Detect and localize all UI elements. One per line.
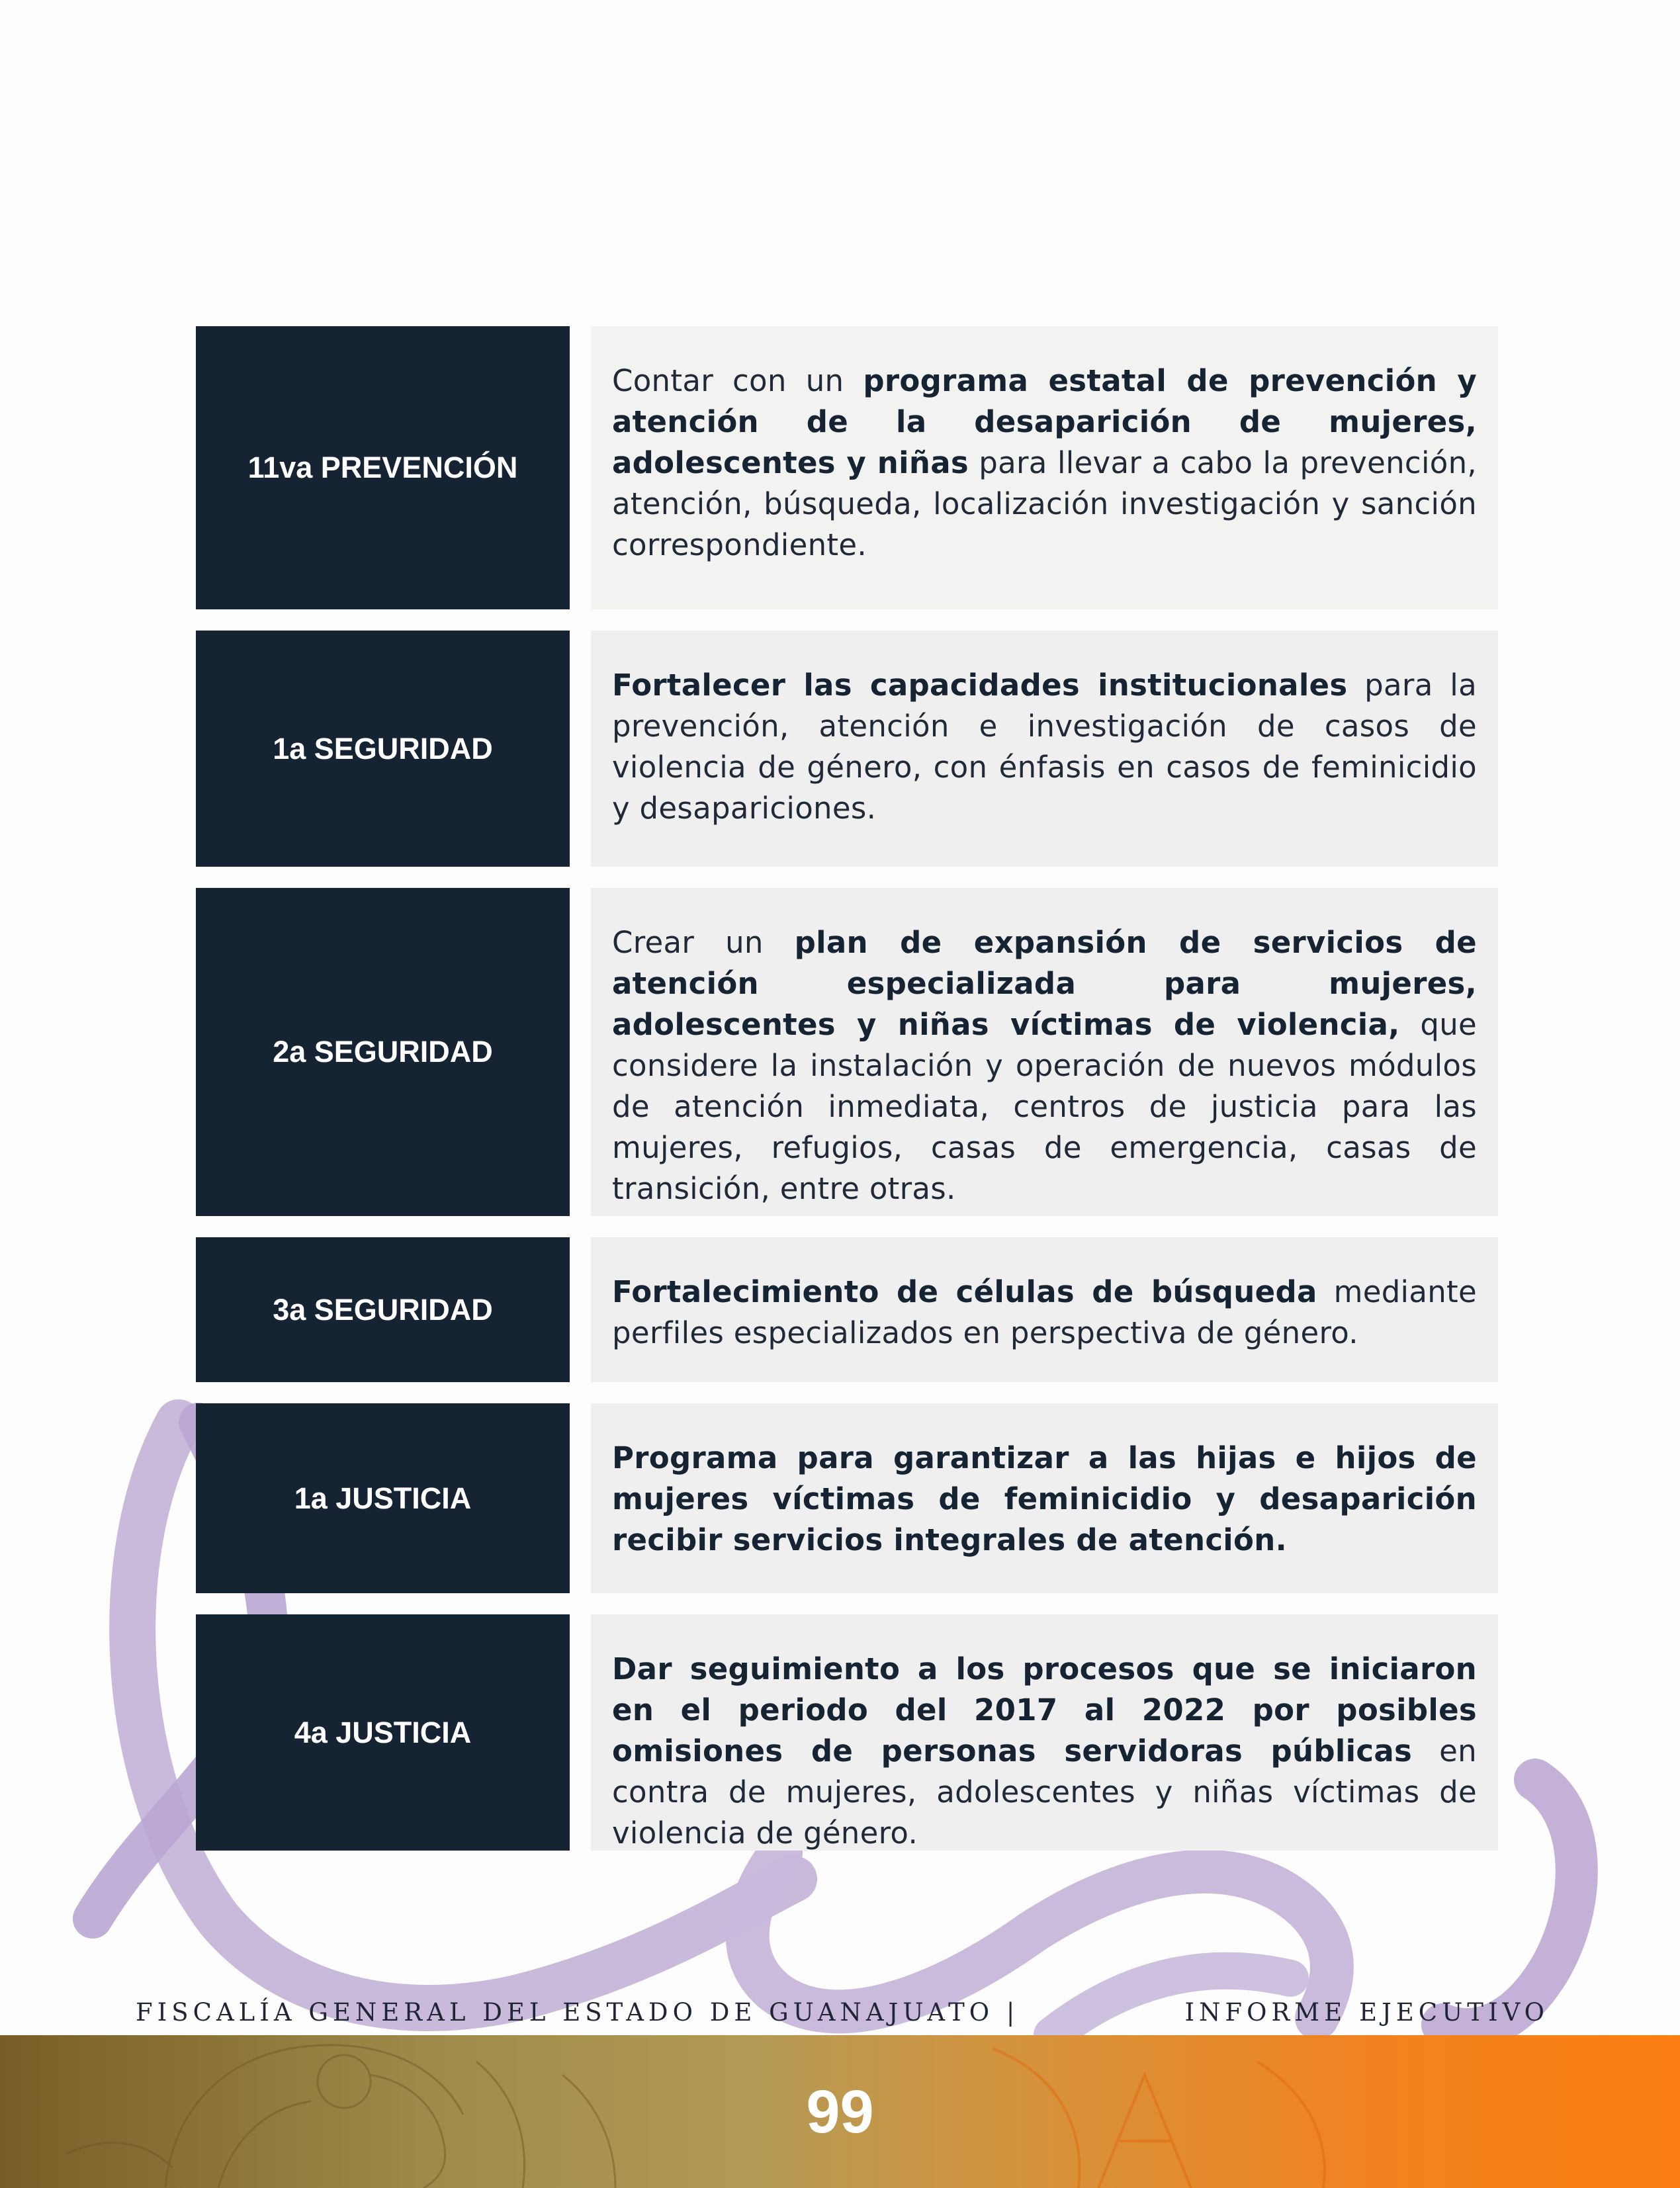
- row-label: 1a SEGURIDAD: [196, 631, 570, 867]
- table-row: [196, 888, 1498, 1216]
- row-description: Fortalecer las capacidades institucionales para la prevención, atención e investigación de casos de violencia de género, con énfasis en casos de feminicidio y desapariciones.: [591, 631, 1498, 867]
- row-label: 4a JUSTICIA: [196, 1614, 570, 1851]
- row-description: Crear un plan de expansión de servicios de atención especializada para mujeres, adolescentes y niñas víctimas de violencia, que considere la instalación y operación de nuevos módulos de atención inmediata, centros de justicia para las mujeres, refugios, casas de emergencia, casas de transición, entre otras.: [591, 888, 1498, 1216]
- row-label: 1a JUSTICIA: [196, 1403, 570, 1593]
- table-row: [196, 631, 1498, 867]
- row-label: 11va PREVENCIÓN: [196, 326, 570, 609]
- table-row: [196, 1237, 1498, 1382]
- row-label: 2a SEGURIDAD: [196, 888, 570, 1216]
- row-description: Contar con un programa estatal de prevención y atención de la desaparición de mujeres, adolescentes y niñas para llevar a cabo la prevención, atención, búsqueda, localización investigación y sanción correspondiente.: [591, 326, 1498, 609]
- row-description: Fortalecimiento de células de búsqueda mediante perfiles especializados en perspectiva de género.: [591, 1237, 1498, 1382]
- row-description: Dar seguimiento a los procesos que se iniciaron en el periodo del 2017 al 2022 por posibles omisiones de personas servidoras públicas en contra de mujeres, adolescentes y niñas víctimas de violencia de género.: [591, 1614, 1498, 1851]
- table-row: [196, 326, 1498, 609]
- footer-institution: FISCALÍA GENERAL DEL ESTADO DE GUANAJUATO |: [136, 1998, 1020, 2027]
- page-number: 99: [806, 2078, 874, 2146]
- footer-report-title: INFORME EJECUTIVO: [1184, 1998, 1549, 2027]
- action-lines-table: [196, 326, 1498, 1872]
- table-row: [196, 1403, 1498, 1593]
- table-row: [196, 1614, 1498, 1851]
- row-label: 3a SEGURIDAD: [196, 1237, 570, 1382]
- row-description: Programa para garantizar a las hijas e hijos de mujeres víctimas de feminicidio y desaparición recibir servicios integrales de atención.: [591, 1403, 1498, 1593]
